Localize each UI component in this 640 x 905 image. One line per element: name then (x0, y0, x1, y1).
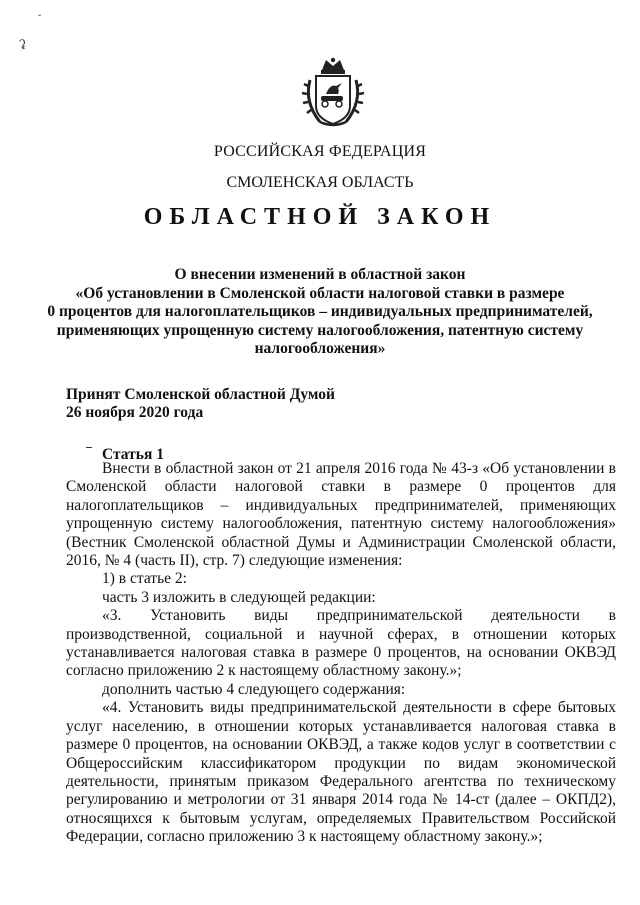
article-paragraph: «4. Установить виды предпринимательской деятельности в сфере бытовых услуг населению, в отношении которых устанавливается налоговая ставка в размере 0 процентов, на основании ОКВЭД, а также кодов услуг в соответствии с Общероссийским классификатором продукции по видам экономической деятельности, принятым приказом Федерального агентства по техническому регулированию и метрологии от 31 января 2014 года № 14-ст (далее – ОКПД2), относящихся к бытовым услугам, определяемых Правительством Российской Федерации, согласно приложению 3 к настоящему областному закону.»; (66, 699, 616, 846)
article-heading: Статья 1 (102, 446, 164, 463)
article-paragraph: «3. Установить виды предпринимательской деятельности в производственной, социальной и научной сферах, в отношении которых устанавливается налоговая ставка в размере 0 процентов, на основании ОКВЭД согласно приложению 2 к настоящему областному закону.»; (66, 607, 616, 680)
scan-mark-icon: ˇ (38, 14, 42, 25)
law-title-line: налогообложения» (254, 340, 386, 358)
article-paragraph: дополнить частью 4 следующего содержания: (102, 680, 406, 698)
document-type: ОБЛАСТНОЙ ЗАКОН (143, 204, 497, 230)
article-paragraph: 1) в статье 2: (102, 570, 187, 588)
coat-of-arms-icon (298, 56, 368, 128)
region-name: СМОЛЕНСКАЯ ОБЛАСТЬ (226, 174, 414, 191)
adoption-body: Принят Смоленской областной Думой (66, 386, 335, 403)
article-paragraph: часть 3 изложить в следующей редакции: (102, 588, 376, 606)
article-paragraph: Внести в областной закон от 21 апреля 2016 года № 43-з «Об установлении в Смоленской области налоговой ставки в размере 0 процентов для налогоплательщиков – индивидуальных предпринимателей, применяющих упрощенную систему налогообложения, патентную систему налогообложения» (Вестник Смоленской областной Думы и Администрации Смоленской области, 2016, № 4 (часть II), стр. 7) следующие изменения: (66, 460, 616, 570)
law-title-line: применяющих упрощенную систему налогообложения, патентную систему (56, 321, 584, 339)
country-name: РОССИЙСКАЯ ФЕДЕРАЦИЯ (213, 143, 427, 160)
handwritten-mark-icon: ʡ (18, 37, 28, 54)
article-body (66, 460, 616, 847)
margin-dash (86, 447, 92, 448)
law-title-line: 0 процентов для налогоплательщиков – индивидуальных предпринимателей, (47, 303, 593, 321)
law-title-line: О внесении изменений в областной закон (174, 266, 466, 283)
law-title-line: «Об установлении в Смоленской области налоговой ставки в размере (75, 284, 565, 302)
adoption-note (66, 386, 335, 422)
adoption-date: 26 ноября 2020 года (66, 404, 204, 421)
law-title (0, 266, 640, 359)
